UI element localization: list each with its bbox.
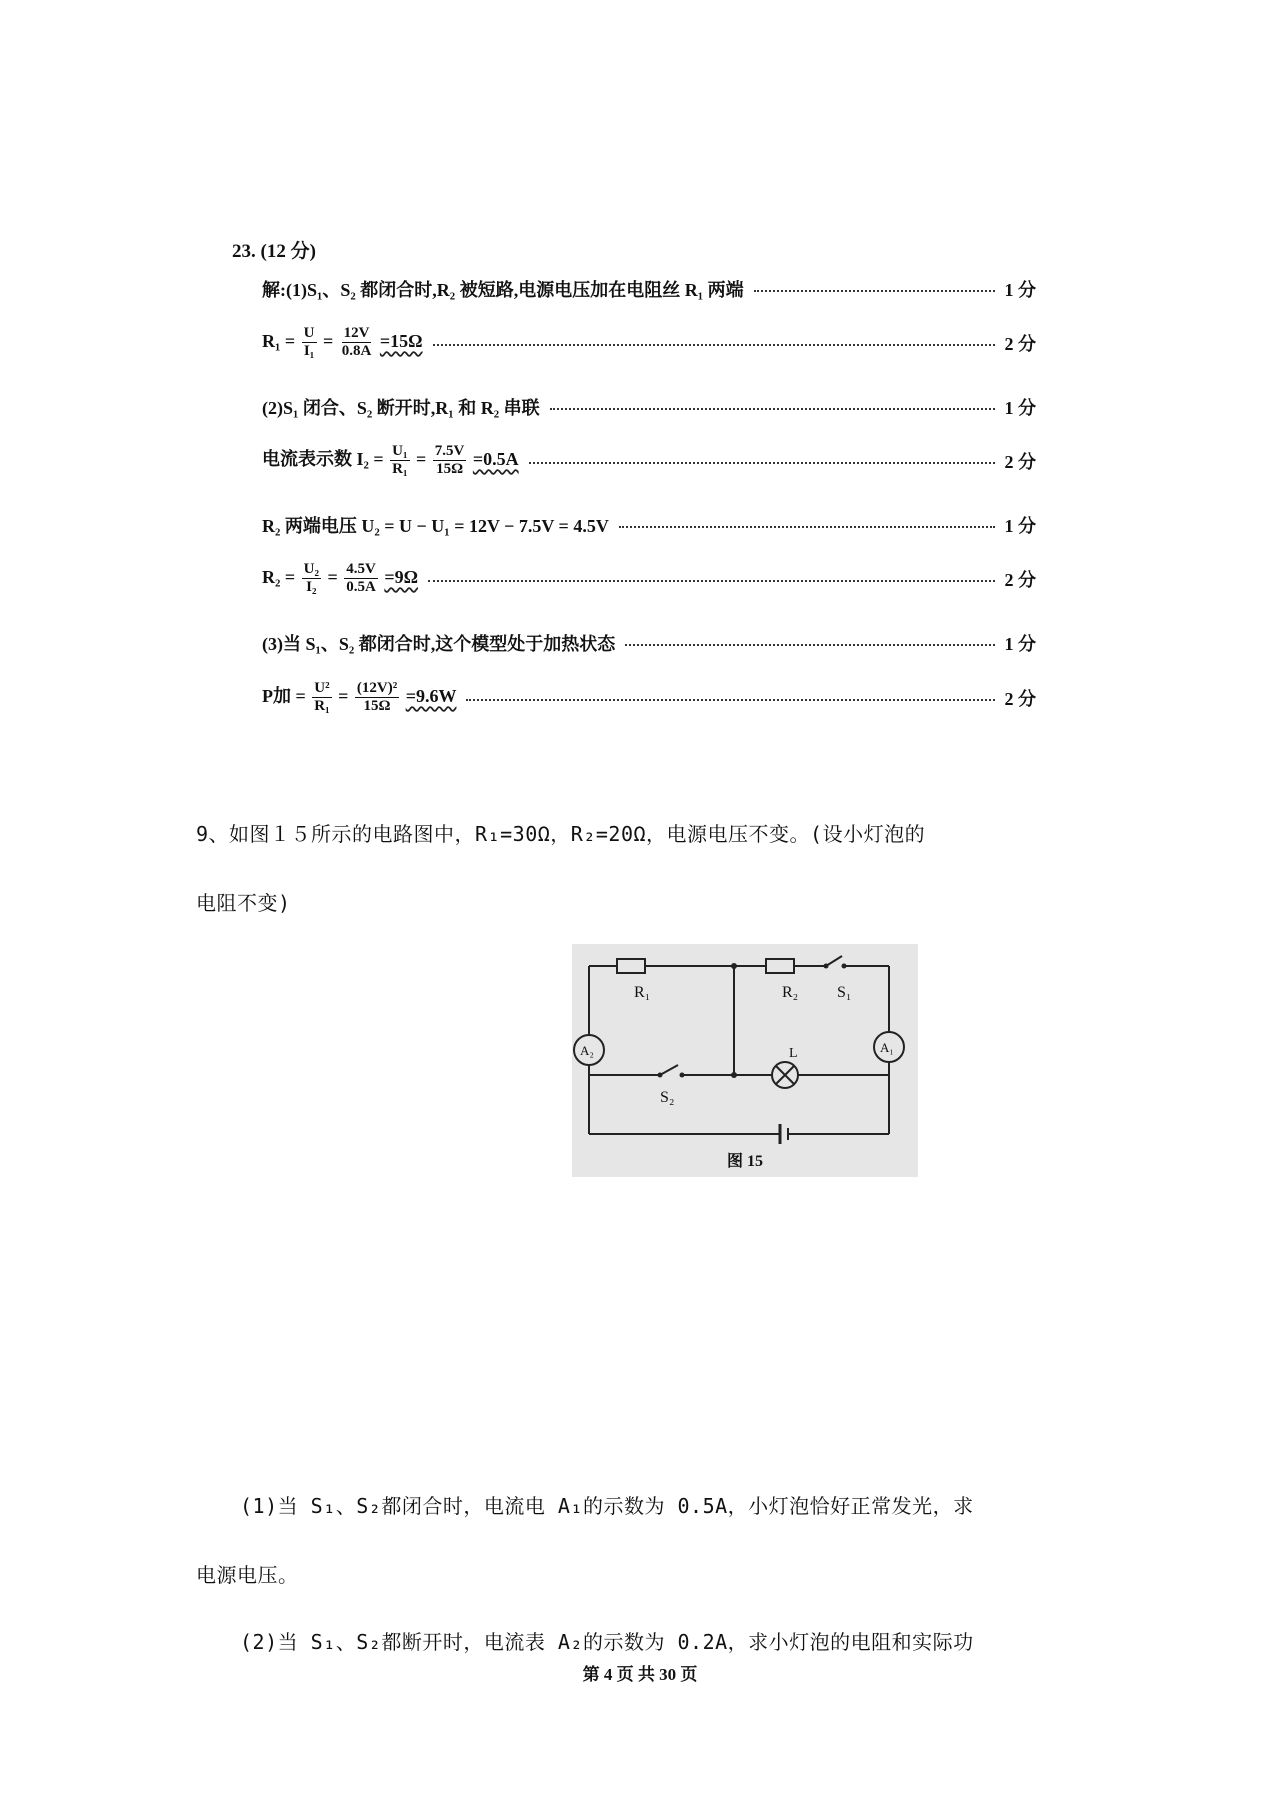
leader-dots [619,526,995,528]
label-s2: S₂ [660,1089,675,1106]
page-footer: 第 4 页 共 30 页 [582,1665,698,1684]
leader-dots [466,699,994,701]
numerator: U [302,325,317,343]
denominator: I₂ [306,579,317,596]
answer-line-3 [262,394,1036,420]
leader-dots [433,344,995,346]
label-lamp: L [789,1046,798,1061]
label-s1: S₁ [837,984,852,1001]
answer-title: 23. (12 分) [232,241,316,262]
score: 2 分 [1004,688,1036,709]
score: 1 分 [1004,516,1036,536]
figure-caption: 图 15 [726,1153,764,1170]
question-line-2: 电阻不变) [196,891,291,915]
answer-line-8 [262,680,1036,716]
fraction [344,561,378,597]
result: =9Ω [384,566,419,587]
score: 2 分 [1004,451,1036,472]
result: =15Ω [379,330,423,351]
label-a1: A₁ [880,1040,894,1055]
answer-line-5 [262,512,1036,538]
score: 1 分 [1004,280,1036,300]
formula [262,680,456,716]
score: 2 分 [1004,333,1036,354]
equals: = [327,566,338,587]
answer-line-text: 解:(1)S₁、S₂ 都闭合时,R₂ 被短路,电源电压加在电阻丝 R₁ 两端 [262,280,744,300]
denominator: 0.8A [341,343,372,360]
denominator: R₁ [392,461,408,478]
circuit-diagram [572,944,918,1177]
numerator: U₁ [390,443,409,461]
answer-line-1 [262,276,1036,302]
score: 1 分 [1004,398,1036,418]
answer-line-text: R₂ 两端电压 U₂ = U − U₁ = 12V − 7.5V = 4.5V [262,516,609,536]
fraction [355,680,399,716]
fraction [433,443,467,479]
formula-pre: P加 = [262,685,306,706]
result: =9.6W [405,685,457,706]
numerator: U² [312,680,331,698]
answer-line-text: (2)S₁ 闭合、S₂ 断开时,R₁ 和 R₂ 串联 [262,398,540,418]
leader-dots [529,462,995,464]
fraction [390,443,409,479]
fraction [302,561,321,597]
question-part1-line2: 电源电压。 [196,1563,299,1587]
equals: = [323,330,334,351]
denominator: R₁ [314,698,330,715]
denominator: 15Ω [436,461,464,478]
question-line-1: 9、如图１５所示的电路图中，R₁=30Ω，R₂=20Ω，电源电压不变。(设小灯泡的 [196,822,926,846]
formula [262,561,418,597]
formula [262,443,519,479]
result: =0.5A [472,448,519,469]
formula [262,325,423,361]
question-part1-line1: (1)当 S₁、S₂都闭合时，电流电 A₁的示数为 0.5A，小灯泡恰好正常发光，求 [240,1494,974,1518]
fraction [340,325,374,361]
answer-line-7 [262,630,1036,656]
fraction [302,325,317,361]
label-r1: R₁ [634,984,651,1001]
denominator: 15Ω [363,698,391,715]
leader-dots [625,644,994,646]
label-a2: A₂ [580,1043,594,1058]
denominator: 0.5A [346,579,376,596]
formula-pre: R₂ = [262,566,296,587]
equals: = [338,685,349,706]
answer-line-4 [262,443,1036,479]
formula-pre: R₁ = [262,330,296,351]
leader-dots [754,290,995,292]
answer-line-6 [262,561,1036,597]
score: 1 分 [1004,634,1036,654]
score: 2 分 [1004,569,1036,590]
label-r2: R₂ [782,984,799,1001]
numerator: (12V)² [355,680,399,698]
numerator: U₂ [302,561,321,579]
answer-line-text: (3)当 S₁、S₂ 都闭合时,这个模型处于加热状态 [262,634,616,654]
answer-line-2 [262,325,1036,361]
numerator: 4.5V [344,561,378,579]
numerator: 12V [342,325,372,343]
leader-dots [550,408,995,410]
equals: = [416,448,427,469]
numerator: 7.5V [433,443,467,461]
fraction [312,680,331,716]
formula-pre: 电流表示数 I₂ = [262,448,384,469]
circuit-figure [572,944,918,1177]
question-part2-line1: (2)当 S₁、S₂都断开时，电流表 A₂的示数为 0.2A，求小灯泡的电阻和实际功 [240,1630,974,1654]
leader-dots [428,580,994,582]
denominator: I₁ [303,343,315,360]
